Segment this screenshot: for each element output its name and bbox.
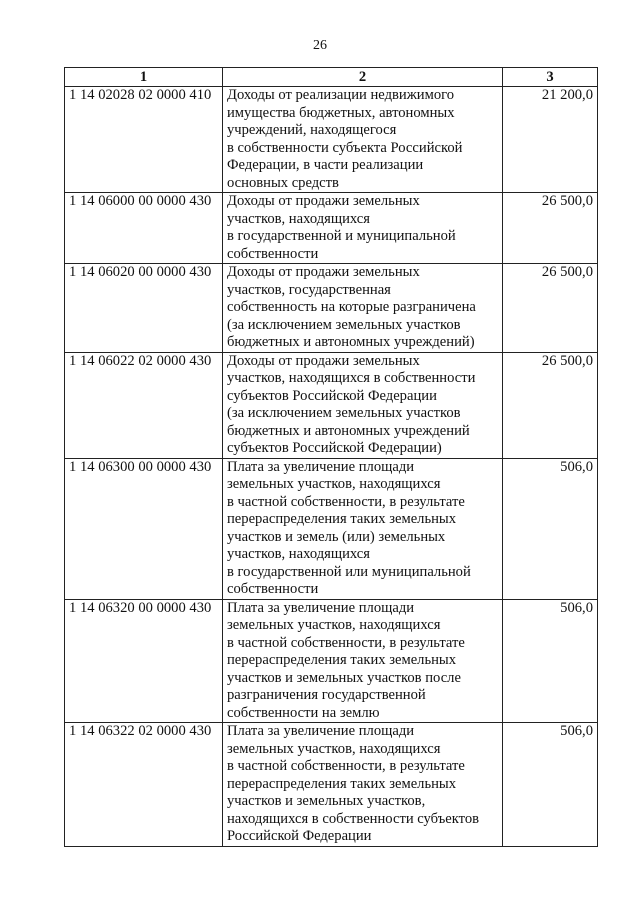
description-line: участков и земельных участков после (227, 669, 461, 686)
description-line: участков, находящихся в собственности (227, 370, 476, 386)
table-body (65, 87, 598, 847)
description-line: субъектов Российской Федерации (227, 387, 437, 404)
description-line: перераспределения таких земельных (227, 511, 457, 527)
amount-cell: 21 200,0 (503, 87, 598, 193)
description-line: участков, находящихся (227, 210, 370, 227)
amount-cell: 26 500,0 (503, 193, 598, 264)
description-line: находящихся в собственности субъектов (227, 810, 480, 827)
description-cell (223, 599, 503, 723)
description-line: бюджетных и автономных учреждений (227, 422, 470, 439)
description-line: Федерации, в части реализации (227, 157, 424, 173)
description-cell (223, 458, 503, 599)
description-line: перераспределения таких земельных (227, 775, 457, 792)
description-line: в частной собственности, в результате (227, 758, 465, 774)
revenue-table (64, 67, 598, 847)
description-line: участков и земель (или) земельных (227, 528, 446, 545)
description-line: земельных участков, находящихся (227, 740, 441, 757)
budget-code-cell: 1 14 06020 00 0000 430 (65, 264, 223, 353)
description-line: Доходы от продажи земельных (227, 193, 420, 209)
description-line: учреждений, находящегося (227, 122, 397, 138)
description-line: участков и земельных участков, (227, 793, 426, 809)
table-row (65, 458, 598, 599)
budget-code-cell: 1 14 06000 00 0000 430 (65, 193, 223, 264)
description-line: в собственности субъекта Российской (227, 139, 463, 156)
amount-cell: 506,0 (503, 599, 598, 723)
column-header-code: 1 (65, 68, 223, 87)
description-line: собственности (227, 581, 319, 597)
description-cell (223, 87, 503, 193)
description-line: разграничения государственной (227, 687, 426, 703)
amount-cell: 26 500,0 (503, 264, 598, 353)
description-line: субъектов Российской Федерации) (227, 440, 442, 456)
description-line: бюджетных и автономных учреждений) (227, 334, 475, 350)
description-line: в государственной или муниципальной (227, 563, 471, 580)
page-number: 26 (313, 38, 327, 53)
description-line: Доходы от реализации недвижимого (227, 87, 455, 103)
description-line: в частной собственности, в результате (227, 493, 465, 510)
description-cell (223, 193, 503, 264)
table-row (65, 723, 598, 847)
description-cell (223, 352, 503, 458)
description-line: Плата за увеличение площади (227, 723, 415, 739)
table-row (65, 352, 598, 458)
description-line: перераспределения таких земельных (227, 652, 457, 668)
amount-cell: 26 500,0 (503, 352, 598, 458)
description-cell (223, 264, 503, 353)
table-header-row (65, 68, 598, 87)
description-line: Плата за увеличение площади (227, 599, 415, 616)
description-line: в частной собственности, в результате (227, 634, 465, 651)
description-line: Российской Федерации (227, 828, 372, 844)
amount-cell: 506,0 (503, 458, 598, 599)
description-line: участков, государственная (227, 281, 391, 298)
description-cell (223, 723, 503, 847)
description-line: собственности (227, 245, 319, 262)
description-line: земельных участков, находящихся (227, 476, 441, 492)
description-line: имущества бюджетных, автономных (227, 104, 455, 121)
amount-cell: 506,0 (503, 723, 598, 847)
description-line: в государственной и муниципальной (227, 228, 456, 244)
description-line: собственности на землю (227, 704, 380, 721)
description-line: Доходы от продажи земельных (227, 352, 420, 369)
description-line: основных средств (227, 174, 339, 191)
table-row (65, 193, 598, 264)
description-line: (за исключением земельных участков (227, 316, 461, 333)
description-line: (за исключением земельных участков (227, 405, 461, 421)
column-header-description: 2 (223, 68, 503, 87)
description-line: земельных участков, находящихся (227, 617, 441, 633)
description-line: собственность на которые разграничена (227, 299, 476, 315)
column-header-amount: 3 (503, 68, 598, 87)
budget-code-cell: 1 14 06300 00 0000 430 (65, 458, 223, 599)
budget-code-cell: 1 14 06322 02 0000 430 (65, 723, 223, 847)
table-row (65, 599, 598, 723)
budget-code-cell: 1 14 02028 02 0000 410 (65, 87, 223, 193)
budget-code-cell: 1 14 06320 00 0000 430 (65, 599, 223, 723)
table-row (65, 264, 598, 353)
description-line: Доходы от продажи земельных (227, 264, 420, 280)
budget-code-cell: 1 14 06022 02 0000 430 (65, 352, 223, 458)
description-line: участков, находящихся (227, 546, 370, 562)
description-line: Плата за увеличение площади (227, 458, 415, 475)
table-row (65, 87, 598, 193)
